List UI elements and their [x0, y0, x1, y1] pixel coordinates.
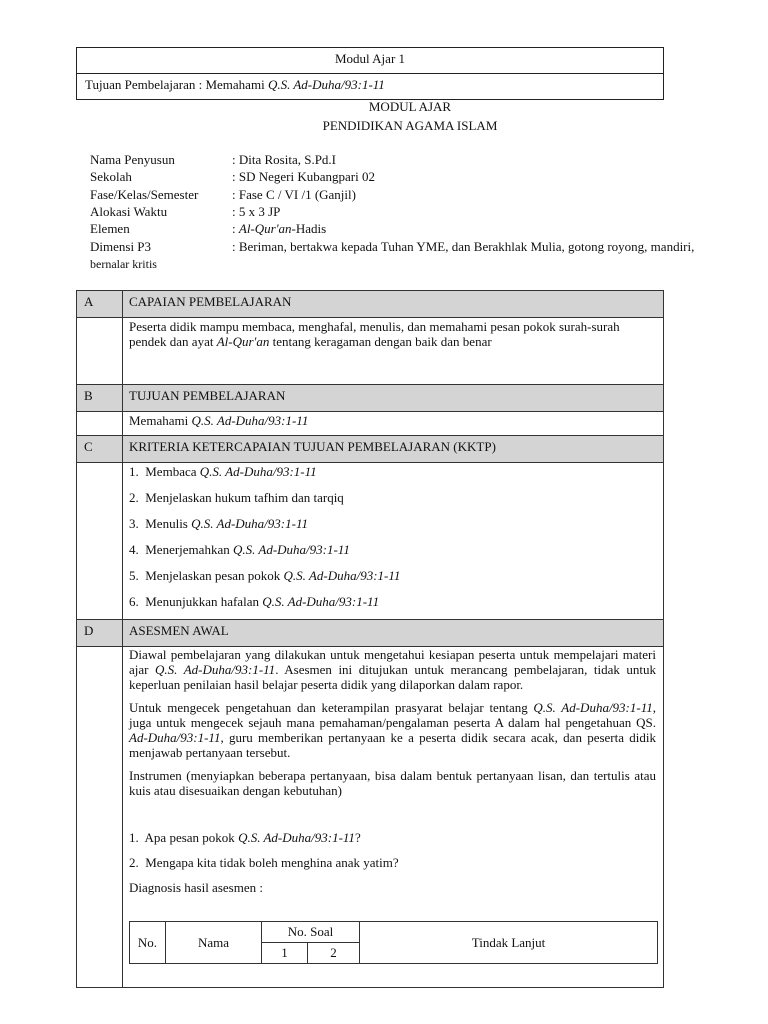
q1-italic: Q.S. Ad-Duha/93:1-11 [238, 830, 355, 845]
objective-prefix: Tujuan Pembelajaran : Memahami [85, 77, 268, 92]
q2-text: Mengapa kita tidak boleh menghina anak yatim? [145, 855, 399, 870]
elemen-label: Elemen [90, 221, 130, 236]
item-text: Membaca [145, 464, 200, 479]
item-italic: Q.S. Ad-Duha/93:1-11 [283, 568, 401, 583]
p2-b: , juga untuk mengecek sejauh mana pemahaman/pengalaman peserta A dalam hal pengetahuan QS. [129, 700, 656, 730]
asesmen-paragraph-1 [129, 647, 656, 692]
section-d-body [77, 647, 664, 988]
section-a-text [129, 319, 657, 349]
list-item [129, 463, 657, 489]
item-number: 2. [129, 490, 139, 505]
section-b-letter: B [77, 385, 123, 412]
question-1 [129, 830, 656, 845]
q1-end: ? [354, 830, 361, 845]
col-no-soal: No. Soal [262, 922, 360, 943]
item-number: 1. [129, 464, 139, 479]
list-item [129, 567, 657, 593]
p2-italic2: Ad-Duha/93:1-11 [129, 730, 221, 745]
dimensi-label: Dimensi P3 [90, 239, 152, 254]
section-b-text-prefix: Memahami [129, 413, 192, 428]
section-a-text-2: tentang keragaman dengan baik dan benar [269, 334, 492, 349]
section-d-header [77, 620, 664, 647]
fase-value: : Fase C / VI /1 (Ganjil) [232, 187, 356, 202]
module-title: Modul Ajar 1 [334, 51, 406, 66]
q1-num: 1. [129, 830, 139, 845]
section-b-body [77, 412, 664, 436]
asesmen-paragraph-3: Instrumen (menyiapkan beberapa pertanyaan, bisa dalam bentuk pertanyaan lisan, dan tertulis atau kuis atau disesuaikan dengan kebutuhan) [129, 768, 656, 798]
p1-b: . Asesmen ini ditujukan untuk merancang pembelajaran, tidak untuk keperluan penilaian hasil belajar peserta didik yang dilaporkan dalam rapor. [129, 662, 656, 692]
item-italic: Q.S. Ad-Duha/93:1-11 [191, 516, 308, 531]
penyusun-label: Nama Penyusun [90, 152, 175, 167]
fase-label: Fase/Kelas/Semester [90, 187, 199, 202]
col-soal-2: 2 [308, 943, 360, 964]
diagnosis-label: Diagnosis hasil asesmen : [129, 880, 263, 895]
p2-c: , guru memberikan pertanyaan ke a peserta didik secara acak, dan peserta didik menjawab pertanyaan tersebut. [129, 730, 656, 760]
dimensi-value-cont: bernalar kritis [90, 257, 157, 271]
section-a-body [77, 318, 664, 385]
item-text: Menjelaskan hukum tafhim dan tarqiq [145, 490, 344, 505]
list-item [129, 489, 657, 515]
section-a-header [77, 291, 664, 318]
p1-a: Diawal pembelajaran yang dilakukan untuk mengetahui kesiapan peserta untuk mempelajari materi ajar [129, 647, 656, 677]
doc-title-line2: PENDIDIKAN AGAMA ISLAM [322, 118, 498, 133]
identity-block [90, 151, 750, 271]
alokasi-label: Alokasi Waktu [90, 204, 168, 219]
sekolah-value: : SD Negeri Kubangpari 02 [232, 169, 375, 184]
q1-text: Apa pesan pokok [144, 830, 239, 845]
col-tindak-lanjut: Tindak Lanjut [360, 922, 658, 964]
section-a-text-1: Peserta didik mampu membaca, menghafal, menulis, dan memahami pesan pokok surah-surah pendek dan ayat [129, 319, 620, 349]
section-c-header [77, 436, 664, 463]
kktp-list [129, 463, 657, 619]
col-nama: Nama [166, 922, 262, 964]
item-number: 3. [129, 516, 139, 531]
item-number: 6. [129, 594, 139, 609]
doc-title-line1: MODUL AJAR [368, 99, 452, 114]
section-c-title: KRITERIA KETERCAPAIAN TUJUAN PEMBELAJARAN (KKTP) [123, 436, 664, 463]
col-soal-1: 1 [262, 943, 308, 964]
item-italic: Q.S. Ad-Duha/93:1-11 [232, 542, 350, 557]
elemen-italic: Al-Qur'an [238, 221, 292, 236]
objective-surah: Q.S. Ad-Duha/93:1-11 [267, 77, 385, 92]
alokasi-value: : 5 x 3 JP [232, 204, 281, 219]
section-b-text [123, 412, 664, 436]
section-a-letter: A [77, 291, 123, 318]
diagnosis-table [129, 921, 658, 964]
section-a-title: CAPAIAN PEMBELAJARAN [123, 291, 664, 318]
asesmen-paragraph-2 [129, 700, 656, 760]
item-number: 4. [129, 542, 139, 557]
p1-italic: Q.S. Ad-Duha/93:1-11 [155, 662, 276, 677]
item-text: Menjelaskan pesan pokok [145, 568, 284, 583]
list-item [129, 593, 657, 619]
list-item [129, 515, 657, 541]
dimensi-value: : Beriman, bertakwa kepada Tuhan YME, dan Berakhlak Mulia, gotong royong, mandiri, [232, 239, 695, 254]
section-c-body [77, 463, 664, 620]
p2-a: Untuk mengecek pengetahuan dan keterampilan prasyarat belajar tentang [129, 700, 534, 715]
module-title-box [76, 47, 664, 74]
section-a-text-italic: Al-Qur'an [216, 334, 270, 349]
item-text: Menerjemahkan [145, 542, 233, 557]
list-item [129, 541, 657, 567]
item-number: 5. [129, 568, 139, 583]
section-b-header [77, 385, 664, 412]
question-2 [129, 855, 656, 870]
sekolah-label: Sekolah [90, 169, 132, 184]
item-italic: Q.S. Ad-Duha/93:1-11 [262, 594, 380, 609]
item-text: Menunjukkan hafalan [145, 594, 263, 609]
p2-italic1: Q.S. Ad-Duha/93:1-11 [533, 700, 653, 715]
item-text: Menulis [145, 516, 192, 531]
section-d-letter: D [77, 620, 123, 647]
item-italic: Q.S. Ad-Duha/93:1-11 [199, 464, 317, 479]
section-d-title: ASESMEN AWAL [123, 620, 664, 647]
section-b-title: TUJUAN PEMBELAJARAN [123, 385, 664, 412]
elemen-suffix: -Hadis [291, 221, 327, 236]
penyusun-value: : Dita Rosita, S.Pd.I [232, 152, 337, 167]
col-no: No. [130, 922, 166, 964]
objective-box [76, 73, 664, 100]
q2-num: 2. [129, 855, 139, 870]
module-content-table [76, 290, 664, 988]
elemen-value [232, 220, 326, 238]
elemen-prefix: : [232, 221, 239, 236]
section-c-letter: C [77, 436, 123, 463]
section-b-text-italic: Q.S. Ad-Duha/93:1-11 [191, 413, 309, 428]
